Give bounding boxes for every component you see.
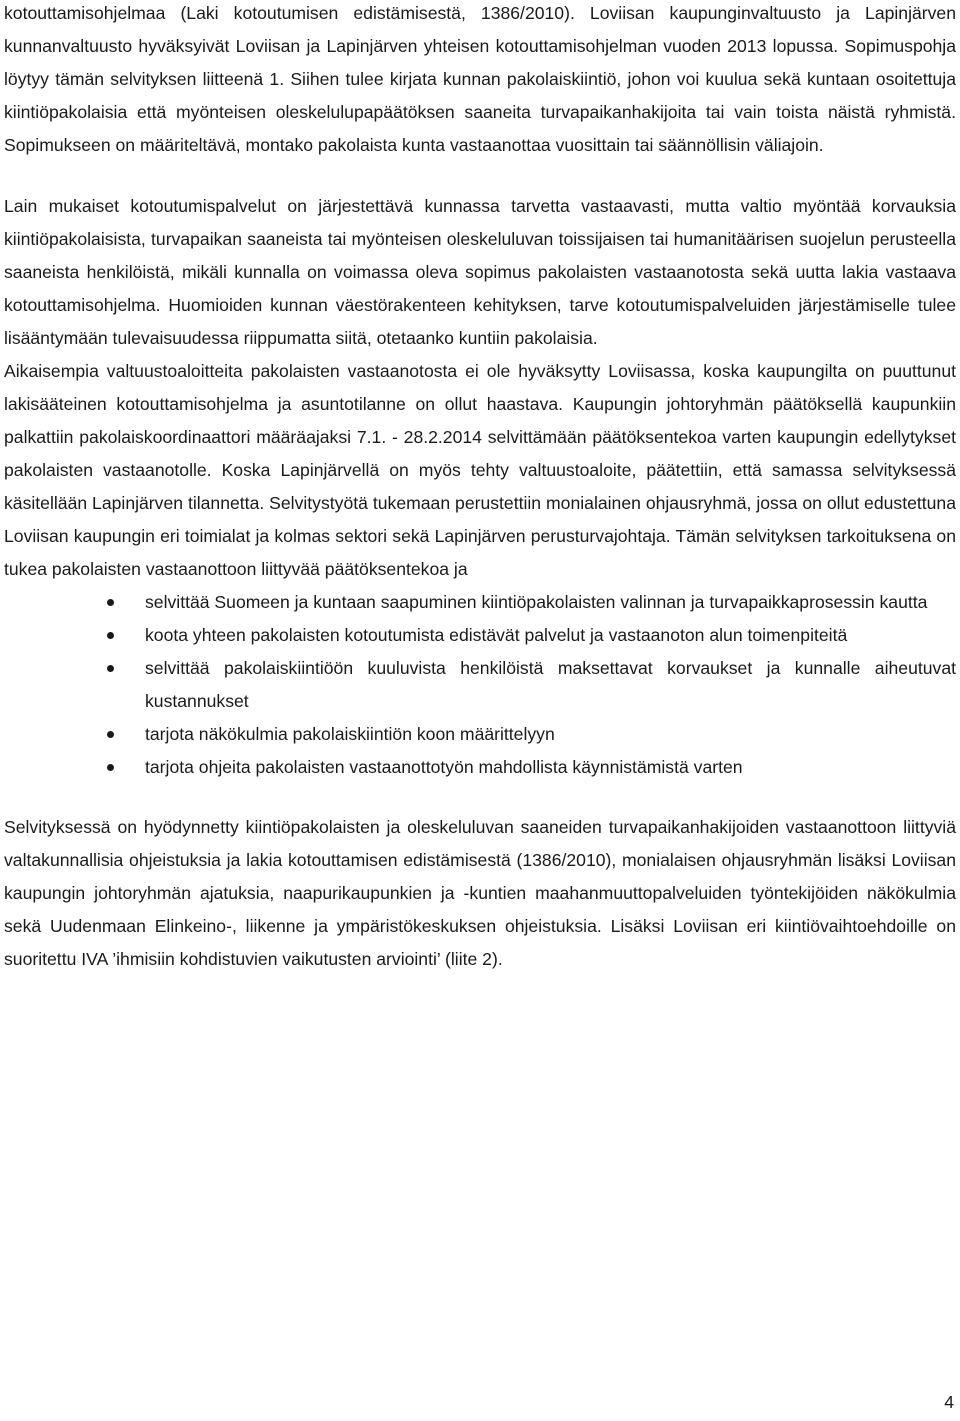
bullet-item — [4, 652, 956, 718]
bullet-dot-icon — [107, 599, 114, 606]
bullet-text: selvittää pakolaiskiintiöön kuuluvista henkilöistä maksettavat korvaukset ja kunnalle aiheutuvat kustannukset — [145, 658, 956, 711]
paragraph-integration-program: kotouttamisohjelmaa (Laki kotoutumisen edistämisestä, 1386/2010). Loviisan kaupunginvaltuusto ja Lapinjärven kunnanvaltuusto hyväksyivät Loviisan ja Lapinjärven yhteisen kotouttamisohjelman vuoden 2013 lopussa. Sopimuspohja löytyy tämän selvityksen liitteenä 1. Siihen tulee kirjata kunnan pakolaiskiintiö, johon voi kuulua sekä kuntaan osoitettuja kiintiöpakolaisia että myönteisen oleskelulupapäätöksen saaneita turvapaikanhakijoita tai vain toista näistä ryhmistä. Sopimukseen on määriteltävä, montako pakolaista kunta vastaanottaa vuosittain tai säännöllisin väliajoin. — [4, 3, 956, 155]
paragraph-integration-services: Lain mukaiset kotoutumispalvelut on järjestettävä kunnassa tarvetta vastaavasti, mutta valtio myöntää korvauksia kiintiöpakolaisista, turvapaikan saaneista tai myönteisen oleskeluluvan toissijaisen tai humanitäärisen suojelun perusteella saaneista henkilöistä, mikäli kunnalla on voimassa oleva sopimus pakolaisten vastaanotosta sekä uutta lakia vastaava kotouttamisohjelma. Huomioiden kunnan väestörakenteen kehityksen, tarve kotoutumispalveluiden järjestämiselle tulee lisääntymään tulevaisuudessa riippumatta siitä, otetaanko kuntiin pakolaisia. — [4, 196, 956, 348]
bullet-dot-icon — [107, 665, 114, 672]
paragraph-sources: Selvityksessä on hyödynnetty kiintiöpakolaisten ja oleskeluluvan saaneiden turvapaikanhakijoiden vastaanottoon liittyviä valtakunnallisia ohjeistuksia ja lakia kotouttamisen edistämisestä (1386/2010), monialaisen ohjausryhmän lisäksi Loviisan kaupungin johtoryhmän ajatuksia, naapurikaupunkien ja -kuntien maahanmuuttopalveluiden työntekijöiden näkökulmia sekä Uudenmaan Elinkeino-, liikenne ja ympäristökeskuksen ohjeistuksia. Lisäksi Loviisan eri kiintiövaihtoehdoille on suoritettu IVA ’ihmisiin kohdistuvien vaikutusten arviointi’ (liite 2). — [4, 817, 956, 969]
bullet-item — [4, 586, 956, 619]
bullet-dot-icon — [107, 764, 114, 771]
purpose-bullet-list — [4, 586, 956, 784]
bullet-dot-icon — [107, 632, 114, 639]
bullet-text: koota yhteen pakolaisten kotoutumista edistävät palvelut ja vastaanoton alun toimenpiteitä — [145, 625, 848, 645]
bullet-text: tarjota näkökulmia pakolaiskiintiön koon määrittelyyn — [145, 724, 555, 744]
bullet-item — [4, 718, 956, 751]
bullet-text: tarjota ohjeita pakolaisten vastaanottotyön mahdollista käynnistämistä varten — [145, 757, 743, 777]
paragraph-council-initiatives: Aikaisempia valtuustoaloitteita pakolaisten vastaanotosta ei ole hyväksytty Loviisassa, koska kaupungilta on puuttunut lakisääteinen kotouttamisohjelma ja asuntotilanne on ollut haastava. Kaupungin johtoryhmän päätöksellä kaupunkiin palkattiin pakolaiskoordinaattori määräajaksi 7.1. - 28.2.2014 selvittämään päätöksentekoa varten kaupungin edellytykset pakolaisten vastaanotolle. Koska Lapinjärvellä on myös tehty valtuustoaloite, päätettiin, että samassa selvityksessä käsitellään Lapinjärven tilannetta. Selvitystyötä tukemaan perustettiin monialainen ohjausryhmä, jossa on ollut edustettuna Loviisan kaupungin eri toimialat ja kolmas sektori sekä Lapinjärven perusturvajohtaja. Tämän selvityksen tarkoituksena on tukea pakolaisten vastaanottoon liittyvää päätöksentekoa ja — [4, 361, 956, 579]
bullet-item — [4, 751, 956, 784]
page-number: 4 — [944, 1392, 954, 1412]
bullet-item — [4, 619, 956, 652]
bullet-text: selvittää Suomeen ja kuntaan saapuminen kiintiöpakolaisten valinnan ja turvapaikkaprosessin kautta — [145, 592, 928, 612]
document-page — [4, 0, 956, 976]
bullet-dot-icon — [107, 731, 114, 738]
